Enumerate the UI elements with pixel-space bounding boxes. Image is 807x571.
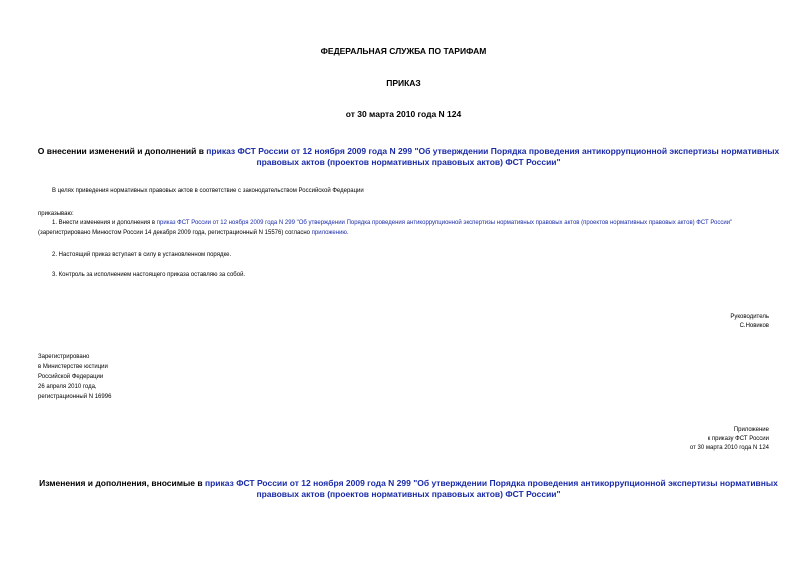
appendix-line-1: Приложение: [733, 427, 769, 433]
item-1-order-link[interactable]: приказ ФСТ России от 12 ноября 2009 года N 299 "Об утверждении Порядка проведения антикоррупционной экспертизы нормативных правовых актов (проектов нормативных правовых актов) ФСТ России": [156, 220, 733, 226]
registration-line-5: регистрационный N 16996: [38, 394, 112, 400]
doc-title-link[interactable]: приказ ФСТ России от 12 ноября 2009 года N 299 "Об утверждении Порядка проведения антикоррупционной экспертизы нормативных правовых актов (проектов нормативных правовых актов) ФСТ России": [206, 146, 780, 167]
item-2-paragraph: 2. Настоящий приказ вступает в силу в установленном порядке.: [52, 252, 232, 258]
appendix-title-prefix: Изменения и дополнения, вносимые в: [39, 478, 205, 488]
doc-type-heading: ПРИКАЗ: [386, 78, 421, 88]
registration-line-2: в Министерстве юстиции: [38, 364, 108, 370]
doc-title-prefix: О внесении изменений и дополнений в: [37, 146, 207, 156]
item-1-prefix: 1. Внести изменения и дополнения в: [52, 220, 157, 226]
appendix-line-2: к приказу ФСТ России: [707, 436, 769, 442]
item-1-paragraph: [38, 219, 771, 238]
signature-position: Руководитель: [730, 314, 769, 320]
doc-date-number: от 30 марта 2010 года N 124: [345, 109, 462, 119]
item-3-paragraph: 3. Контроль за исполнением настоящего приказа оставляю за собой.: [52, 272, 246, 278]
registration-line-3: Российской Федерации: [38, 374, 104, 380]
doc-title: [30, 146, 787, 168]
appendix-title: [30, 478, 787, 500]
appendix-title-link[interactable]: приказ ФСТ России от 12 ноября 2009 года N 299 "Об утверждении Порядка проведения антикоррупционной экспертизы нормативных правовых актов (проектов нормативных правовых актов) ФСТ России": [204, 478, 778, 499]
agency-heading: ФЕДЕРАЛЬНАЯ СЛУЖБА ПО ТАРИФАМ: [320, 46, 487, 56]
registration-line-4: 26 апреля 2010 года,: [38, 384, 97, 390]
signature-name: С.Новиков: [739, 323, 769, 329]
intro-paragraph: В целях приведения нормативных правовых актов в соответствие с законодательством Российской Федерации: [52, 188, 364, 194]
item-1-end: .: [346, 229, 349, 236]
appendix-line-3: от 30 марта 2010 года N 124: [689, 445, 769, 451]
registration-line-1: Зарегистрировано: [38, 354, 90, 360]
item-1-middle: (зарегистрировано Минюстом России 14 декабря 2009 года, регистрационный N 15576) согласно: [38, 229, 312, 236]
item-1-appendix-link[interactable]: приложению: [311, 229, 347, 236]
order-word: приказываю:: [38, 211, 74, 217]
